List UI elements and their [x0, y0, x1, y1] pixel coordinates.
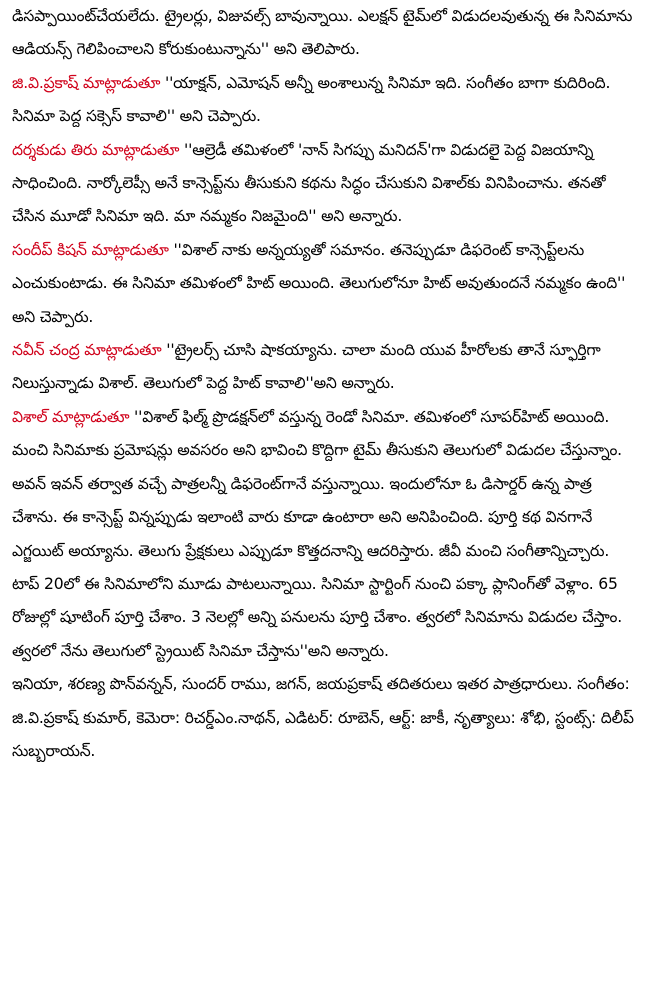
- paragraph-text: ఇనియా, శరణ్య పొన్‌వన్నన్, సుందర్ రాము, జగన్, జయప్రకాష్ తదితరులు ఇతర పాత్రధారులు. సంగీతం: జి.వి.ప్రకాష్ కుమార్, కెమెరా: రిచర్డ్ఎం.నాథన్, ఎడిటర్: రూబెన్, ఆర్ట్: జాకీ, నృత్యాలు: శోభి, స్టంట్స్: దిలీప్ సుబ్బరాయన్.: [12, 675, 634, 760]
- paragraph-text: ''విశాల్ ఫిల్మ్ ప్రొడక్షన్‌లో వస్తున్న రెండో సినిమా. తమిళంలో సూపర్‌హిట్ అయింది. మంచి సినిమాకు ప్రమోషన్లు అవసరం అని భావించి కొద్దిగా టైమ్ తీసుకుని తెలుగులో విడుదల చేస్తున్నాం. అవన్ ఇవన్ తర్వాత వచ్చే పాత్రలన్నీ డిఫరెంట్‌గానే వస్తున్నాయి. ఇందులోనూ ఓ డిసార్డర్ ఉన్న పాత్ర చేశాను. ఈ కాన్సెప్ట్ విన్నప్పుడు ఇలాంటి వారు కూడా ఉంటారా అని అనిపించింది. పూర్తి కథ వినగానే ఎగ్జయిట్ అయ్యాను. తెలుగు ప్రేక్షకులు ఎప్పుడూ కొత్తదనాన్ని ఆదరిస్తారు. జీవీ మంచి సంగీతాన్నిచ్చారు. టాప్ 20లో ఈ సినిమాలోని మూడు పాటలున్నాయి. సినిమా స్టార్టింగ్ నుంచి పక్కా ప్లానింగ్‌తో వెళ్లాం. 65 రోజుల్లో షూటింగ్ పూర్తి చేశాం. 3 నెలల్లో అన్ని పనులను పూర్తి చేశాం. త్వరలో సినిమాను విడుదల చేస్తాం. త్వరలో నేను తెలుగులో స్ట్రెయిట్ సినిమా చేస్తాను''అని అన్నారు.: [12, 407, 622, 660]
- paragraph-text: ''విశాల్ నాకు అన్నయ్యతో సమానం. తనెప్పుడూ డిఫరెంట్ కాన్సెప్ట్‌లను ఎంచుకుంటాడు. ఈ సినిమా తమిళంలో హిట్ అయింది. తెలుగులోనూ హిట్ అవుతుందనే నమ్మకం ఉంది'' అని చెప్పారు.: [12, 240, 626, 326]
- paragraph-vishal: [12, 401, 640, 668]
- speaker-lead: దర్శకుడు తిరు మాట్లాడుతూ: [12, 140, 180, 159]
- paragraph-sundeep-kishan: [12, 234, 640, 334]
- paragraph-cast-crew: [12, 668, 640, 768]
- paragraph-text: ''ఆల్రెడీ తమిళంలో 'నాన్ సిగప్పు మనిదన్'గా విడుదలై పెద్ద విజయాన్ని సాధించింది. నార్కోలెప్సీ అనే కాన్సెప్ట్‌ను తీసుకుని కథను సిద్ధం చేసుకుని విశాల్‌కు వినిపించాను. తనతో చేసిన మూడో సినిమా ఇది. మా నమ్మకం నిజమైంది'' అని అన్నారు.: [12, 140, 606, 226]
- paragraph-gv-prakash: [12, 67, 640, 134]
- paragraph-text: ''యాక్షన్, ఎమోషన్ అన్నీ అంశాలున్న సినిమా ఇది. సంగీతం బాగా కుదిరింది. సినిమా పెద్ద సక్సెస్ కావాలి'' అని చెప్పారు.: [12, 73, 611, 126]
- speaker-lead: విశాల్ మాట్లాడుతూ: [12, 407, 130, 426]
- paragraph-director-thiru: [12, 134, 640, 234]
- paragraph-naveen-chandra: [12, 334, 640, 401]
- speaker-lead: నవీన్ చంద్ర మాట్లాడుతూ: [12, 341, 162, 360]
- paragraph-text: ''ట్రైలర్స్ చూసి షాకయ్యాను. చాలా మంది యువ హీరోలకు తానే స్ఫూర్తిగా నిలుస్తున్నాడు విశాల్. తెలుగులో పెద్ద హిట్ కావాలి''అని అన్నారు.: [12, 341, 601, 393]
- paragraph-closing-quote: [12, 0, 640, 67]
- paragraph-text: డిసప్పాయింట్‌చేయలేదు. ట్రైలర్లు, విజువల్స్ బావున్నాయి. ఎలక్షన్ టైమ్‌లో విడుదలవుతున్న ఈ సినిమాను ఆడియన్స్ గెలిపించాలని కోరుకుంటున్నాను'' అని తెలిపారు.: [12, 7, 633, 59]
- speaker-lead: జి.వి.ప్రకాష్ మాట్లాడుతూ: [12, 73, 161, 92]
- speaker-lead: సందీప్ కిషన్ మాట్లాడుతూ: [12, 240, 169, 259]
